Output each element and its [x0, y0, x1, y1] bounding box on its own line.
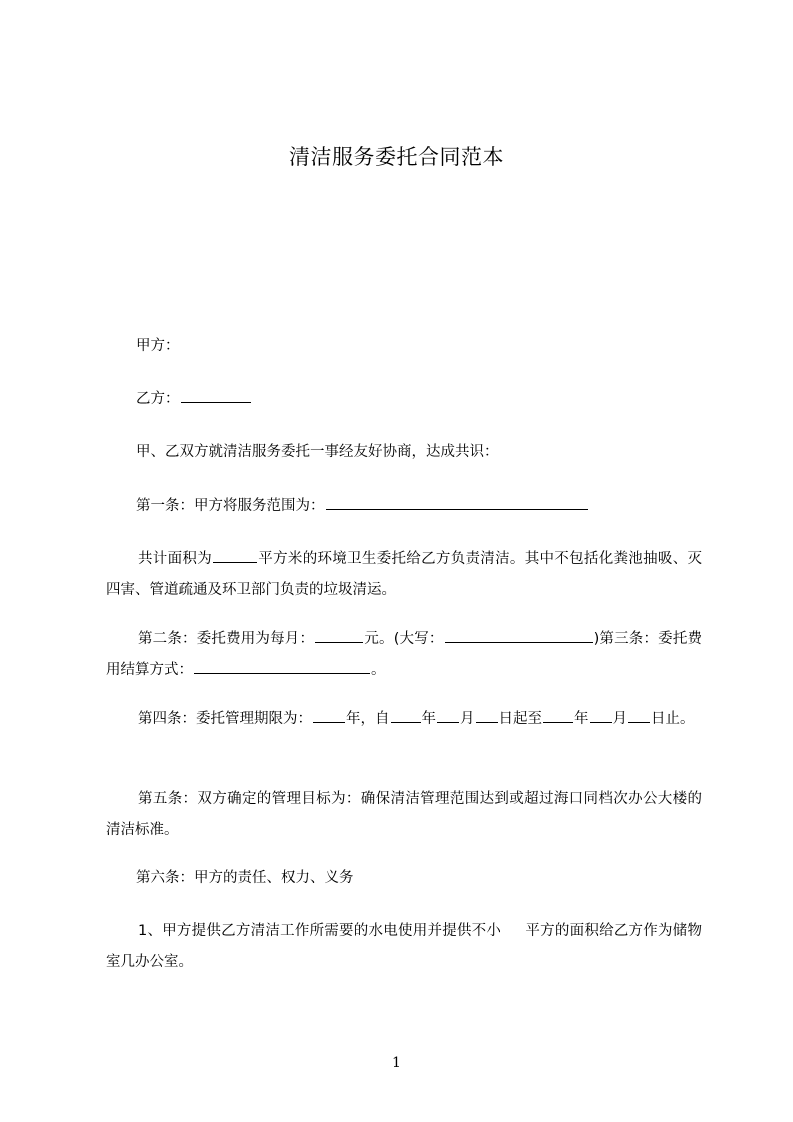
- fee-blank: [315, 628, 363, 643]
- area-paragraph: [106, 544, 702, 606]
- article-1-text: 第一条：甲方将服务范围为：: [136, 498, 325, 514]
- party-b-line: [106, 384, 702, 415]
- party-b-label: 乙方：: [136, 391, 180, 407]
- start-month-blank: [437, 708, 459, 723]
- area-blank: [213, 548, 257, 563]
- item-1-suffix: 平方的面积给乙方作为储物室几办公室。: [106, 923, 702, 970]
- start-year-blank: [391, 708, 421, 723]
- article-1-blank: [326, 495, 588, 510]
- article-5-text: 第五条：双方确定的管理目标为：确保清洁管理范围达到或超过海口同档次办公大楼的清洁标准。: [106, 791, 702, 838]
- article-4-year1: 年，自: [346, 711, 390, 727]
- area-suffix: 平方米的环境卫生委托给乙方负责清洁。其中不包括化粪池抽吸、灭四害、管道疏通及环卫部门负责的垃圾清运。: [106, 551, 702, 598]
- article-5: [106, 784, 702, 846]
- article-3-prefix: 第三条：委托费用结算方式：: [106, 631, 703, 678]
- article-2-close: ): [593, 631, 600, 647]
- item-1: [106, 916, 702, 978]
- article-4-prefix: 第四条：委托管理期限为：: [138, 711, 312, 727]
- end-month-blank: [590, 708, 612, 723]
- article-3-end: 。: [371, 662, 386, 678]
- item-1-prefix: 1、甲方提供乙方清洁工作所需要的水电使用并提供不小: [138, 923, 502, 939]
- fee-capital-blank: [445, 628, 593, 643]
- article-2-prefix: 第二条：委托费用为每月：: [138, 631, 315, 647]
- article-4-year3: 年: [574, 711, 589, 727]
- party-a-line: [106, 331, 702, 362]
- intro-text: 甲、乙双方就清洁服务委托一事经友好协商，达成共识：: [136, 444, 499, 460]
- area-prefix: 共计面积为: [138, 551, 212, 567]
- term-years-blank: [313, 708, 345, 723]
- end-year-blank: [543, 708, 573, 723]
- article-4-day3: 日止。: [651, 711, 695, 727]
- document-title: 清洁服务委托合同范本: [289, 145, 504, 169]
- article-4-month2: 月: [460, 711, 475, 727]
- article-4: [106, 704, 702, 735]
- settlement-blank: [194, 659, 370, 674]
- article-2-3: [106, 624, 702, 686]
- article-6: [106, 863, 702, 894]
- article-4-month3: 月: [612, 711, 627, 727]
- intro-paragraph: [106, 437, 702, 468]
- party-b-blank: [181, 388, 251, 403]
- article-6-text: 第六条：甲方的责任、权力、义务: [136, 870, 354, 886]
- party-a-label: 甲方：: [136, 338, 180, 354]
- page-number: 1: [392, 1055, 401, 1071]
- article-1: [106, 491, 702, 522]
- article-2-unit: 元。(大写：: [364, 631, 444, 647]
- article-4-day2: 日起至: [498, 711, 542, 727]
- article-4-year2: 年: [421, 711, 436, 727]
- start-day-blank: [476, 708, 498, 723]
- end-day-blank: [628, 708, 650, 723]
